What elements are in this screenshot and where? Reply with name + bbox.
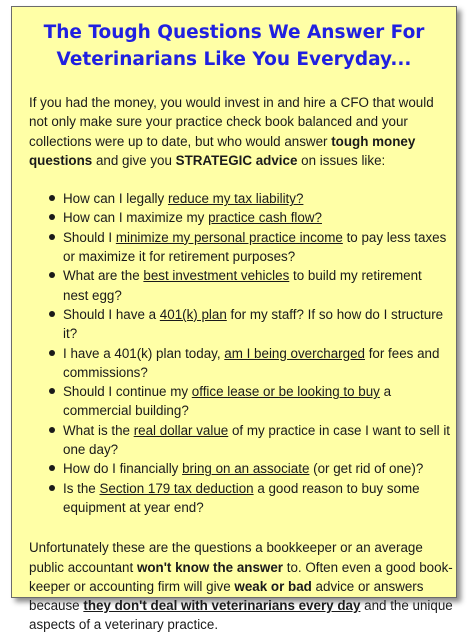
closing-line: aspects of a veterinary practice. xyxy=(29,617,219,633)
closing-line xyxy=(29,558,453,577)
bullet-icon xyxy=(49,214,55,220)
closing-line xyxy=(29,577,444,596)
bullet-icon xyxy=(49,195,55,201)
question-text: a xyxy=(379,384,392,400)
closing-paragraph xyxy=(29,538,453,634)
question-text: of my practice in case I want to sell it xyxy=(228,422,451,438)
question-underlined-text: real dollar value xyxy=(133,422,229,438)
bullet-icon xyxy=(49,388,55,394)
bullet-icon xyxy=(49,234,55,240)
intro-line: not only make sure your practice check book balanced and your xyxy=(29,114,408,130)
question-text: Should I xyxy=(63,229,116,245)
question-underlined-text: minimize my personal practice income xyxy=(115,229,343,245)
question-text: equipment at year end? xyxy=(63,499,204,515)
question-text: Should I have a xyxy=(63,306,160,322)
question-text: What are the xyxy=(63,268,144,284)
bullet-icon xyxy=(49,485,55,491)
question-underlined-text: reduce my tax liability? xyxy=(167,191,304,207)
question-text: a good reason to buy some xyxy=(253,480,420,496)
question-text: or maximize it for retirement purposes? xyxy=(63,249,296,265)
title-line-2: Veterinarians Like You Everyday... xyxy=(56,49,412,70)
questions-list xyxy=(12,189,456,517)
question-text: How do I financially xyxy=(63,461,183,477)
closing-text: and the unique xyxy=(360,598,453,614)
intro-bold-text: questions xyxy=(29,152,93,168)
question-text: (or get rid of one)? xyxy=(309,461,424,477)
intro-paragraph xyxy=(29,93,444,170)
question-text: How can I maximize my xyxy=(63,210,209,226)
question-text: one day? xyxy=(63,442,119,458)
list-item xyxy=(49,344,456,383)
closing-text: public accountant xyxy=(29,559,137,575)
title-line-1: The Tough Questions We Answer For xyxy=(43,22,425,43)
content-panel xyxy=(11,6,457,633)
closing-line: Unfortunately these are the questions a bookkeeper or an average xyxy=(29,540,423,556)
closing-text: keeper or accounting firm will give xyxy=(29,578,235,594)
question-text: to pay less taxes xyxy=(342,229,447,245)
bullet-icon xyxy=(49,350,55,356)
intro-text: and give you xyxy=(92,152,176,168)
question-underlined-text: practice cash flow? xyxy=(208,210,322,226)
list-item xyxy=(49,208,456,227)
bullet-icon xyxy=(49,311,55,317)
list-item xyxy=(49,266,456,305)
bullet-icon xyxy=(49,272,55,278)
list-item xyxy=(49,459,456,478)
closing-bold-text: weak or bad xyxy=(234,578,312,594)
question-text: for my staff? If so how do I structure xyxy=(226,306,444,322)
page-title xyxy=(22,19,446,73)
list-item xyxy=(49,421,456,460)
closing-underlined-text: they don't deal with veterinarians every day xyxy=(83,598,361,614)
question-text: I have a 401(k) plan today, xyxy=(63,345,225,361)
question-text: commercial building? xyxy=(63,403,189,419)
closing-text: because xyxy=(29,598,84,614)
question-underlined-text: am I being overcharged xyxy=(224,345,365,361)
question-underlined-text: office lease or be looking to buy xyxy=(191,384,380,400)
question-underlined-text: Section 179 tax deduction xyxy=(99,480,254,496)
bullet-icon xyxy=(49,427,55,433)
question-text: it? xyxy=(63,326,78,342)
closing-text: to. Often even a good book- xyxy=(283,559,453,575)
list-item xyxy=(49,189,456,208)
list-item xyxy=(49,479,456,518)
intro-line xyxy=(29,151,444,170)
question-text: Is the xyxy=(63,480,100,496)
intro-line: If you had the money, you would invest in and hire a CFO that would xyxy=(29,95,434,110)
list-item xyxy=(49,305,456,344)
intro-bold-text: STRATEGIC advice xyxy=(175,152,298,168)
question-text: to build my retirement xyxy=(289,268,422,284)
question-underlined-text: bring on an associate xyxy=(182,461,310,477)
closing-bold-text: won't know the answer xyxy=(136,559,283,575)
question-text: How can I legally xyxy=(63,191,168,207)
closing-line xyxy=(29,596,453,615)
intro-text: collections were up to date, but who would answer xyxy=(29,133,332,149)
closing-bold-underlined-text xyxy=(83,598,360,613)
question-underlined-text: best investment vehicles xyxy=(143,268,290,284)
question-text: Should I continue my xyxy=(63,384,192,400)
bullet-icon xyxy=(49,465,55,471)
question-text: What is the xyxy=(63,422,134,438)
intro-text: on issues like: xyxy=(297,152,386,168)
list-item xyxy=(49,228,456,267)
question-underlined-text: 401(k) plan xyxy=(159,306,227,322)
question-text: nest egg? xyxy=(63,287,122,303)
intro-bold-text: tough money xyxy=(331,133,416,149)
closing-text: advice or answers xyxy=(311,578,424,594)
question-text: for fees and xyxy=(364,345,440,361)
intro-line xyxy=(29,132,444,151)
list-item xyxy=(49,382,456,421)
question-text: commissions? xyxy=(63,364,148,380)
